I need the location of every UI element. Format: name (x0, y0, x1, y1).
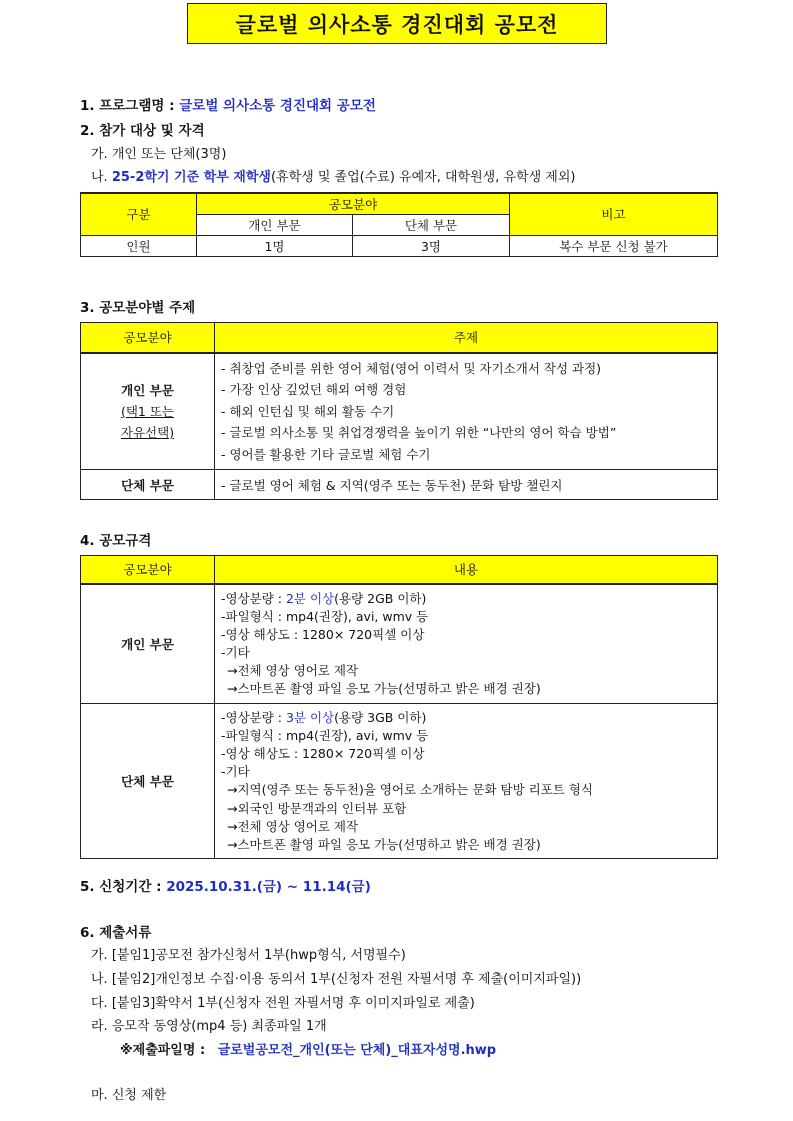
table1-row-team: 3명 (353, 235, 510, 256)
document-item: 가. [붙임1]공모전 참가신청서 1부(hwp형식, 서명필수) (91, 948, 406, 963)
table2-team-topic: - 글로벌 영어 체험 & 지역(영주 또는 동두천) 문화 탐방 챌린지 (215, 470, 718, 500)
spec-note: →전체 영상 영어로 제작 (227, 663, 359, 679)
section-documents-heading: 6. 제출서류 (80, 925, 152, 941)
participants-table (80, 192, 718, 257)
table3-individual-label: 개인 부문 (81, 584, 215, 704)
table1-row-label: 인원 (81, 235, 197, 256)
section-specs-heading: 4. 공모규격 (80, 533, 152, 549)
table1-row-individual: 1명 (197, 235, 353, 256)
topic-item: - 해외 인턴십 및 해외 활동 수기 (221, 403, 395, 419)
document-item: 다. [붙임3]확약서 1부(신청자 전원 자필서명 후 이미지파일로 제출) (91, 996, 475, 1011)
table2-individual-label: 개인 부문 (121, 382, 174, 398)
spec-duration-prefix: -영상분량 : (221, 590, 286, 606)
eligibility-item-b-highlight: 25-2학기 기준 학부 재학생 (111, 170, 271, 185)
spec-note: →외국인 방문객과의 인터뷰 포함 (227, 800, 407, 816)
document-item: 나. [붙임2]개인정보 수집·이용 동의서 1부(신청자 전원 자필서명 후 제출(이미지파일)) (91, 972, 582, 987)
section-topics-heading: 3. 공모분야별 주제 (80, 300, 196, 316)
eligibility-item-b-rest: (휴학생 및 졸업(수료) 유예자, 대학원생, 유학생 제외) (270, 170, 576, 185)
table2-team-label: 단체 부문 (81, 470, 215, 500)
application-period-label: 5. 신청기간 : (80, 879, 162, 895)
program-name-value: 글로벌 의사소통 경진대회 공모전 (179, 98, 376, 114)
filename-label: ※제출파일명 : (120, 1043, 206, 1058)
spec-note: →스마트폰 촬영 파일 응모 가능(선명하고 밝은 배경 권장) (227, 836, 541, 852)
table1-header-team: 단체 부문 (353, 214, 510, 235)
document-item-restriction: 마. 신청 제한 (91, 1088, 167, 1103)
section-program-name (80, 94, 376, 114)
filename-value: 글로벌공모전_개인(또는 단체)_대표자성명.hwp (217, 1043, 497, 1058)
spec-duration-value: 2분 이상 (285, 590, 335, 606)
table3-team-specs (215, 703, 718, 859)
table2-individual-category (81, 353, 215, 470)
table3-team-label: 단체 부문 (81, 703, 215, 859)
table1-header-note: 비고 (510, 193, 718, 235)
page-title: 글로벌 의사소통 경진대회 공모전 (187, 3, 607, 44)
table3-individual-specs (215, 584, 718, 704)
topic-item: - 가장 인상 깊었던 해외 여행 경험 (221, 382, 407, 397)
section-eligibility-heading: 2. 참가 대상 및 자격 (80, 123, 205, 139)
spec-format: -파일형식 : mp4(권장), avi, wmv 등 (221, 727, 429, 743)
table2-header-field: 공모분야 (81, 323, 215, 353)
specs-table (80, 555, 718, 859)
spec-duration (221, 590, 717, 608)
table2-header-topic: 주제 (215, 323, 718, 353)
spec-duration-prefix: -영상분량 : (221, 709, 286, 725)
filename-line (120, 1039, 496, 1058)
program-name-label: 1. 프로그램명 : (80, 98, 175, 114)
spec-etc: -기타 (221, 645, 250, 661)
topic-item: - 글로벌 의사소통 및 취업경쟁력을 높이기 위한 “나만의 영어 학습 방법” (221, 425, 617, 440)
application-period-value: 2025.10.31.(금) ~ 11.14(금) (166, 879, 371, 895)
document-item: 라. 응모작 동영상(mp4 등) 최종파일 1개 (91, 1019, 327, 1034)
spec-duration-suffix: (용량 3GB 이하) (334, 709, 427, 725)
table3-header-content: 내용 (215, 556, 718, 584)
table2-individual-sub1: (택1 또는 (120, 403, 175, 419)
spec-etc: -기타 (221, 764, 250, 780)
topic-item: - 취창업 준비를 위한 영어 체험(영어 이력서 및 자기소개서 작성 과정) (221, 360, 602, 376)
section-application-period (80, 875, 371, 895)
spec-note: →전체 영상 영어로 제작 (227, 818, 359, 834)
table1-header-field: 공모분야 (197, 193, 510, 214)
topics-table (80, 322, 718, 500)
table2-individual-sub2: 자유선택) (120, 424, 175, 440)
table1-header-individual: 개인 부문 (197, 214, 353, 235)
table1-row-note: 복수 부문 신청 불가 (510, 235, 718, 256)
topic-item: - 영어를 활용한 기타 글로벌 체험 수기 (221, 446, 431, 462)
eligibility-item-a: 가. 개인 또는 단체(3명) (91, 147, 227, 162)
eligibility-item-b-prefix: 나. (91, 170, 108, 185)
eligibility-item-b (91, 166, 576, 185)
spec-resolution: -영상 해상도 : 1280× 720픽셀 이상 (221, 746, 425, 761)
spec-format: -파일형식 : mp4(권장), avi, wmv 등 (221, 608, 429, 624)
spec-note: →지역(영주 또는 동두천)을 영어로 소개하는 문화 탐방 리포트 형식 (227, 782, 593, 798)
spec-duration-value: 3분 이상 (285, 709, 335, 725)
table1-header-category: 구분 (81, 193, 197, 235)
spec-resolution: -영상 해상도 : 1280× 720픽셀 이상 (221, 626, 425, 642)
spec-note: →스마트폰 촬영 파일 응모 가능(선명하고 밝은 배경 권장) (227, 681, 541, 697)
table3-header-field: 공모분야 (81, 556, 215, 584)
spec-duration-suffix: (용량 2GB 이하) (334, 590, 427, 606)
table2-individual-topics (215, 353, 718, 470)
spec-duration (221, 709, 717, 727)
